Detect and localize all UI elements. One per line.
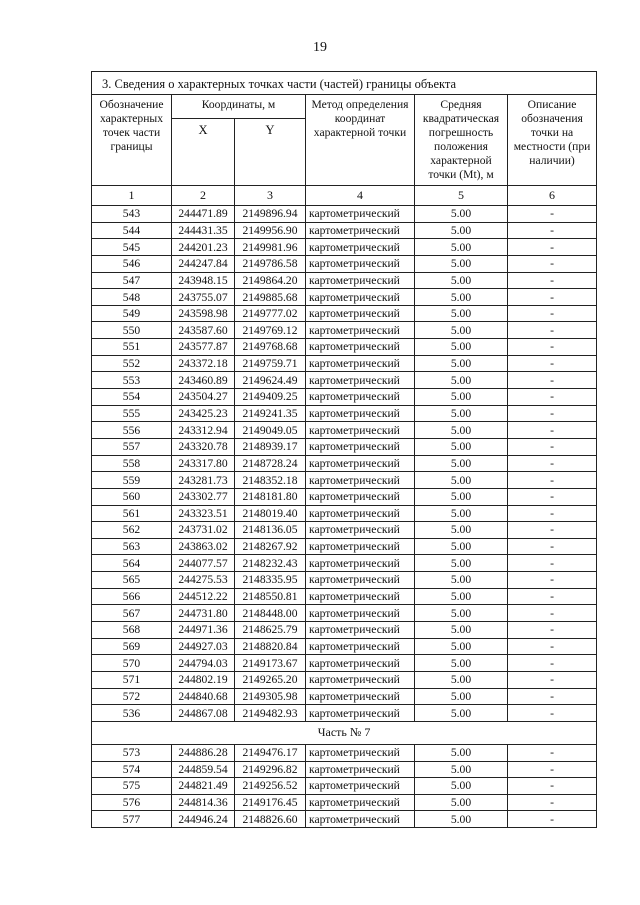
- table-row: [92, 405, 597, 422]
- coord-x: 244731.80: [172, 605, 235, 622]
- column-numbers-row: [92, 186, 597, 206]
- part-label: Часть № 7: [92, 721, 597, 744]
- accuracy: 5.00: [415, 655, 508, 672]
- coord-x: 244814.36: [172, 794, 235, 811]
- coord-y: 2149896.94: [235, 206, 306, 223]
- table-row: [92, 322, 597, 339]
- method: картометрический: [306, 322, 415, 339]
- coord-x: 243425.23: [172, 405, 235, 422]
- table-row: [92, 588, 597, 605]
- point-id: 562: [92, 522, 172, 539]
- method: картометрический: [306, 255, 415, 272]
- coord-x: 244247.84: [172, 255, 235, 272]
- coord-y: 2149956.90: [235, 222, 306, 239]
- method: картометрический: [306, 705, 415, 722]
- description: -: [508, 744, 597, 761]
- table-row: [92, 622, 597, 639]
- coord-y: 2148550.81: [235, 588, 306, 605]
- description: -: [508, 272, 597, 289]
- accuracy: 5.00: [415, 811, 508, 828]
- coord-y: 2148728.24: [235, 455, 306, 472]
- coord-y: 2148352.18: [235, 472, 306, 489]
- coord-x: 244275.53: [172, 572, 235, 589]
- coord-x: 244802.19: [172, 671, 235, 688]
- point-id: 558: [92, 455, 172, 472]
- coord-x: 243312.94: [172, 422, 235, 439]
- description: -: [508, 622, 597, 639]
- coord-x: 243504.27: [172, 389, 235, 406]
- description: -: [508, 355, 597, 372]
- table-row: [92, 778, 597, 795]
- description: -: [508, 705, 597, 722]
- table-row: [92, 761, 597, 778]
- accuracy: 5.00: [415, 389, 508, 406]
- coord-x: 244859.54: [172, 761, 235, 778]
- point-id: 545: [92, 239, 172, 256]
- point-id: 536: [92, 705, 172, 722]
- accuracy: 5.00: [415, 472, 508, 489]
- accuracy: 5.00: [415, 339, 508, 356]
- header-description: Описание обозначения точки на местности (при наличии): [508, 95, 597, 186]
- accuracy: 5.00: [415, 522, 508, 539]
- table-row: [92, 422, 597, 439]
- accuracy: 5.00: [415, 405, 508, 422]
- accuracy: 5.00: [415, 372, 508, 389]
- coord-y: 2149885.68: [235, 289, 306, 306]
- method: картометрический: [306, 522, 415, 539]
- table-title: 3. Сведения о характерных точках части (частей) границы объекта: [92, 72, 597, 95]
- point-id: 547: [92, 272, 172, 289]
- method: картометрический: [306, 422, 415, 439]
- header-method: Метод определения координат характерной точки: [306, 95, 415, 186]
- table-row: [92, 671, 597, 688]
- coord-x: 243372.18: [172, 355, 235, 372]
- accuracy: 5.00: [415, 572, 508, 589]
- accuracy: 5.00: [415, 622, 508, 639]
- table-row: [92, 605, 597, 622]
- coord-x: 243320.78: [172, 438, 235, 455]
- method: картометрический: [306, 555, 415, 572]
- table-row: [92, 206, 597, 223]
- point-id: 577: [92, 811, 172, 828]
- header-y: Y: [235, 119, 306, 186]
- description: -: [508, 372, 597, 389]
- method: картометрический: [306, 206, 415, 223]
- table-row: [92, 289, 597, 306]
- table-row: [92, 538, 597, 555]
- method: картометрический: [306, 355, 415, 372]
- point-id: 571: [92, 671, 172, 688]
- point-id: 552: [92, 355, 172, 372]
- coord-y: 2149476.17: [235, 744, 306, 761]
- description: -: [508, 206, 597, 223]
- column-number: 6: [508, 186, 597, 206]
- table-row: [92, 222, 597, 239]
- coord-y: 2148181.80: [235, 488, 306, 505]
- accuracy: 5.00: [415, 794, 508, 811]
- coord-y: 2149049.05: [235, 422, 306, 439]
- method: картометрический: [306, 622, 415, 639]
- coord-y: 2149176.45: [235, 794, 306, 811]
- method: картометрический: [306, 655, 415, 672]
- coord-y: 2148232.43: [235, 555, 306, 572]
- table-row: [92, 522, 597, 539]
- column-number: 1: [92, 186, 172, 206]
- coord-y: 2149759.71: [235, 355, 306, 372]
- description: -: [508, 438, 597, 455]
- method: картометрический: [306, 305, 415, 322]
- method: картометрический: [306, 389, 415, 406]
- coord-x: 243587.60: [172, 322, 235, 339]
- table-row: [92, 339, 597, 356]
- coord-x: 243731.02: [172, 522, 235, 539]
- accuracy: 5.00: [415, 206, 508, 223]
- accuracy: 5.00: [415, 455, 508, 472]
- table-row: [92, 638, 597, 655]
- point-id: 549: [92, 305, 172, 322]
- method: картометрический: [306, 239, 415, 256]
- point-id: 575: [92, 778, 172, 795]
- description: -: [508, 811, 597, 828]
- accuracy: 5.00: [415, 422, 508, 439]
- coord-y: 2148820.84: [235, 638, 306, 655]
- method: картометрический: [306, 472, 415, 489]
- table-row: [92, 305, 597, 322]
- point-id: 576: [92, 794, 172, 811]
- coord-x: 244471.89: [172, 206, 235, 223]
- method: картометрический: [306, 222, 415, 239]
- description: -: [508, 638, 597, 655]
- method: картометрический: [306, 778, 415, 795]
- coord-y: 2149256.52: [235, 778, 306, 795]
- method: картометрический: [306, 438, 415, 455]
- coord-y: 2149768.68: [235, 339, 306, 356]
- point-id: 572: [92, 688, 172, 705]
- method: картометрический: [306, 671, 415, 688]
- coord-x: 243948.15: [172, 272, 235, 289]
- point-id: 570: [92, 655, 172, 672]
- point-id: 548: [92, 289, 172, 306]
- table-body-part7: [92, 744, 597, 827]
- table-row: [92, 572, 597, 589]
- table-row: [92, 355, 597, 372]
- table-row: [92, 705, 597, 722]
- point-id: 551: [92, 339, 172, 356]
- description: -: [508, 239, 597, 256]
- coord-x: 243323.51: [172, 505, 235, 522]
- coord-y: 2148335.95: [235, 572, 306, 589]
- coord-y: 2149409.25: [235, 389, 306, 406]
- coord-y: 2149777.02: [235, 305, 306, 322]
- coord-x: 243755.07: [172, 289, 235, 306]
- part-row: [92, 721, 597, 744]
- description: -: [508, 655, 597, 672]
- point-id: 554: [92, 389, 172, 406]
- accuracy: 5.00: [415, 761, 508, 778]
- method: картометрический: [306, 638, 415, 655]
- coord-x: 243863.02: [172, 538, 235, 555]
- accuracy: 5.00: [415, 744, 508, 761]
- description: -: [508, 305, 597, 322]
- point-id: 567: [92, 605, 172, 622]
- description: -: [508, 778, 597, 795]
- description: -: [508, 405, 597, 422]
- coord-y: 2148625.79: [235, 622, 306, 639]
- description: -: [508, 289, 597, 306]
- description: -: [508, 671, 597, 688]
- description: -: [508, 339, 597, 356]
- accuracy: 5.00: [415, 605, 508, 622]
- coord-x: 244927.03: [172, 638, 235, 655]
- description: -: [508, 572, 597, 589]
- method: картометрический: [306, 761, 415, 778]
- table-row: [92, 389, 597, 406]
- point-id: 563: [92, 538, 172, 555]
- description: -: [508, 488, 597, 505]
- table-row: [92, 655, 597, 672]
- method: картометрический: [306, 744, 415, 761]
- accuracy: 5.00: [415, 222, 508, 239]
- coord-y: 2148136.05: [235, 522, 306, 539]
- coord-x: 244077.57: [172, 555, 235, 572]
- point-id: 560: [92, 488, 172, 505]
- coord-y: 2148019.40: [235, 505, 306, 522]
- table-row: [92, 794, 597, 811]
- coord-x: 243302.77: [172, 488, 235, 505]
- accuracy: 5.00: [415, 688, 508, 705]
- coord-x: 244840.68: [172, 688, 235, 705]
- coord-x: 243460.89: [172, 372, 235, 389]
- column-number: 4: [306, 186, 415, 206]
- point-id: 544: [92, 222, 172, 239]
- point-id: 569: [92, 638, 172, 655]
- coord-x: 244431.35: [172, 222, 235, 239]
- accuracy: 5.00: [415, 239, 508, 256]
- accuracy: 5.00: [415, 555, 508, 572]
- description: -: [508, 455, 597, 472]
- method: картометрический: [306, 572, 415, 589]
- coord-y: 2149241.35: [235, 405, 306, 422]
- header-x: X: [172, 119, 235, 186]
- page-number: 19: [313, 40, 327, 55]
- coord-y: 2149296.82: [235, 761, 306, 778]
- accuracy: 5.00: [415, 272, 508, 289]
- point-id: 550: [92, 322, 172, 339]
- coord-y: 2149305.98: [235, 688, 306, 705]
- accuracy: 5.00: [415, 638, 508, 655]
- description: -: [508, 472, 597, 489]
- table-body: [92, 206, 597, 722]
- description: -: [508, 555, 597, 572]
- accuracy: 5.00: [415, 289, 508, 306]
- header-coords: Координаты, м: [172, 95, 306, 119]
- coord-y: 2149482.93: [235, 705, 306, 722]
- table-row: [92, 472, 597, 489]
- table-row: [92, 372, 597, 389]
- coord-x: 243317.80: [172, 455, 235, 472]
- accuracy: 5.00: [415, 505, 508, 522]
- accuracy: 5.00: [415, 438, 508, 455]
- coord-y: 2148939.17: [235, 438, 306, 455]
- point-id: 555: [92, 405, 172, 422]
- coord-x: 244867.08: [172, 705, 235, 722]
- method: картометрический: [306, 289, 415, 306]
- description: -: [508, 605, 597, 622]
- table-row: [92, 255, 597, 272]
- method: картометрический: [306, 538, 415, 555]
- method: картометрический: [306, 688, 415, 705]
- table-row: [92, 455, 597, 472]
- description: -: [508, 322, 597, 339]
- coord-x: 243577.87: [172, 339, 235, 356]
- description: -: [508, 761, 597, 778]
- column-number: 3: [235, 186, 306, 206]
- coord-x: 244886.28: [172, 744, 235, 761]
- accuracy: 5.00: [415, 588, 508, 605]
- method: картометрический: [306, 372, 415, 389]
- accuracy: 5.00: [415, 778, 508, 795]
- point-id: 553: [92, 372, 172, 389]
- description: -: [508, 538, 597, 555]
- description: -: [508, 794, 597, 811]
- accuracy: 5.00: [415, 355, 508, 372]
- coord-y: 2149173.67: [235, 655, 306, 672]
- accuracy: 5.00: [415, 538, 508, 555]
- coord-y: 2148267.92: [235, 538, 306, 555]
- point-id: 573: [92, 744, 172, 761]
- accuracy: 5.00: [415, 705, 508, 722]
- table-row: [92, 505, 597, 522]
- coord-x: 243281.73: [172, 472, 235, 489]
- method: картометрический: [306, 339, 415, 356]
- method: картометрический: [306, 505, 415, 522]
- point-id: 561: [92, 505, 172, 522]
- header-point: Обозначение характерных точек части границы: [92, 95, 172, 186]
- table-row: [92, 488, 597, 505]
- coord-x: 244201.23: [172, 239, 235, 256]
- coord-y: 2149864.20: [235, 272, 306, 289]
- table-row: [92, 688, 597, 705]
- table-row: [92, 811, 597, 828]
- table-row: [92, 272, 597, 289]
- accuracy: 5.00: [415, 488, 508, 505]
- point-id: 568: [92, 622, 172, 639]
- coord-y: 2149265.20: [235, 671, 306, 688]
- coord-y: 2148826.60: [235, 811, 306, 828]
- accuracy: 5.00: [415, 671, 508, 688]
- description: -: [508, 255, 597, 272]
- description: -: [508, 389, 597, 406]
- description: -: [508, 522, 597, 539]
- method: картометрический: [306, 605, 415, 622]
- point-id: 565: [92, 572, 172, 589]
- description: -: [508, 688, 597, 705]
- method: картометрический: [306, 272, 415, 289]
- point-id: 556: [92, 422, 172, 439]
- coord-x: 244821.49: [172, 778, 235, 795]
- accuracy: 5.00: [415, 322, 508, 339]
- accuracy: 5.00: [415, 255, 508, 272]
- accuracy: 5.00: [415, 305, 508, 322]
- points-table: [91, 71, 597, 828]
- method: картометрический: [306, 794, 415, 811]
- method: картометрический: [306, 455, 415, 472]
- coord-y: 2149981.96: [235, 239, 306, 256]
- method: картометрический: [306, 811, 415, 828]
- column-number: 2: [172, 186, 235, 206]
- point-id: 564: [92, 555, 172, 572]
- coord-y: 2149769.12: [235, 322, 306, 339]
- description: -: [508, 222, 597, 239]
- table-row: [92, 438, 597, 455]
- column-number: 5: [415, 186, 508, 206]
- coord-x: 244971.36: [172, 622, 235, 639]
- point-id: 559: [92, 472, 172, 489]
- point-id: 557: [92, 438, 172, 455]
- coord-y: 2149624.49: [235, 372, 306, 389]
- description: -: [508, 422, 597, 439]
- point-id: 543: [92, 206, 172, 223]
- table-row: [92, 555, 597, 572]
- description: -: [508, 588, 597, 605]
- table-row: [92, 239, 597, 256]
- description: -: [508, 505, 597, 522]
- table-row: [92, 744, 597, 761]
- point-id: 566: [92, 588, 172, 605]
- method: картометрический: [306, 588, 415, 605]
- coord-y: 2149786.58: [235, 255, 306, 272]
- method: картометрический: [306, 405, 415, 422]
- point-id: 574: [92, 761, 172, 778]
- coord-x: 244946.24: [172, 811, 235, 828]
- coord-x: 243598.98: [172, 305, 235, 322]
- coord-y: 2148448.00: [235, 605, 306, 622]
- point-id: 546: [92, 255, 172, 272]
- coord-x: 244794.03: [172, 655, 235, 672]
- header-accuracy: Средняя квадратическая погрешность положения характерной точки (Mt), м: [415, 95, 508, 186]
- method: картометрический: [306, 488, 415, 505]
- coord-x: 244512.22: [172, 588, 235, 605]
